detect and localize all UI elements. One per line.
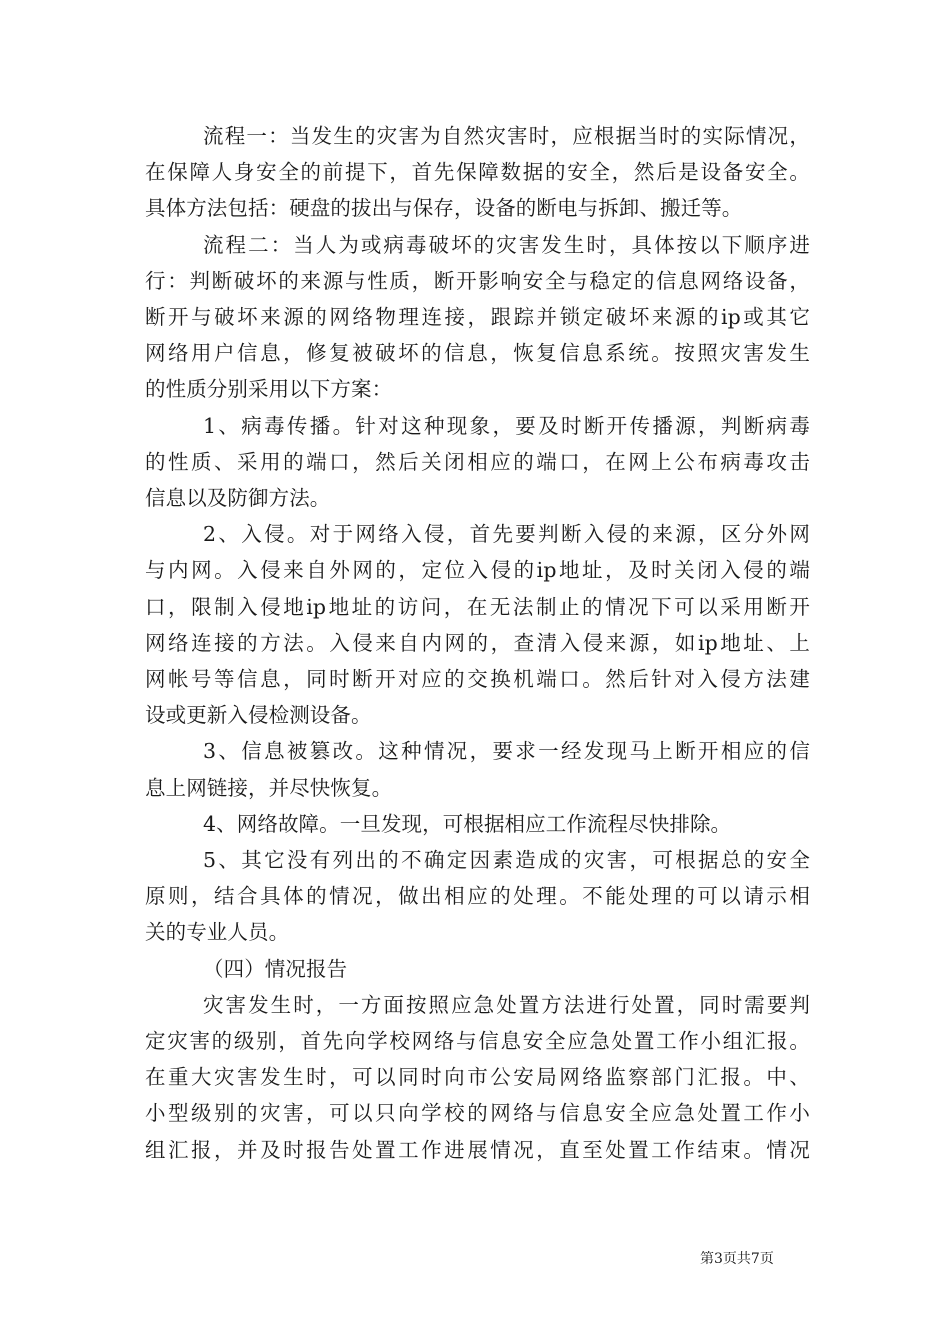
- text-line: 在保障人身安全的前提下，首先保障数据的安全，然后是设备安全。: [145, 160, 810, 185]
- paragraph-process-two: [145, 227, 810, 408]
- text-line: 原则，结合具体的情况，做出相应的处理。不能处理的可以请示相: [145, 884, 810, 909]
- text-line: （四）情况报告: [203, 956, 348, 981]
- text-line: 5、其它没有列出的不确定因素造成的灾害，可根据总的安全: [203, 848, 810, 873]
- text-line: 设或更新入侵检测设备。: [145, 703, 372, 728]
- document-body: [145, 118, 810, 1168]
- text-line: 网帐号等信息，同时断开对应的交换机端口。然后针对入侵方法建: [145, 667, 810, 692]
- paragraph-network-failure: [145, 806, 810, 842]
- text-line: 3、信息被篡改。这种情况，要求一经发现马上断开相应的信: [203, 739, 810, 764]
- text-line: 小型级别的灾害，可以只向学校的网络与信息安全应急处置工作小: [145, 1101, 810, 1126]
- text-line: 定灾害的级别，首先向学校网络与信息安全应急处置工作小组汇报。: [145, 1029, 810, 1054]
- text-line: 的性质分别采用以下方案：: [145, 377, 393, 402]
- text-line: 灾害发生时，一方面按照应急处置方法进行处置，同时需要判: [203, 992, 810, 1017]
- page-number: 第3页共7页: [700, 1251, 774, 1267]
- text-line: 口，限制入侵地ip地址的访问，在无法制止的情况下可以采用断开: [145, 594, 810, 619]
- text-line: 2、入侵。对于网络入侵，首先要判断入侵的来源，区分外网: [203, 522, 810, 547]
- text-line: 的性质、采用的端口，然后关闭相应的端口，在网上公布病毒攻击: [145, 449, 810, 474]
- text-line: 关的专业人员。: [145, 920, 290, 945]
- paragraph-tampering: [145, 733, 810, 805]
- text-line: 网络用户信息，修复被破坏的信息，恢复信息系统。按照灾害发生: [145, 341, 810, 366]
- text-line: 具体方法包括：硬盘的拔出与保存，设备的断电与拆卸、搬迁等。: [145, 196, 743, 221]
- text-line: 与内网。入侵来自外网的，定位入侵的ip地址，及时关闭入侵的端: [145, 558, 810, 583]
- text-line: 断开与破坏来源的网络物理连接，跟踪并锁定破坏来源的ip或其它: [145, 305, 810, 330]
- paragraph-process-one: [145, 118, 810, 227]
- text-line: 行：判断破坏的来源与性质，断开影响安全与稳定的信息网络设备，: [145, 268, 810, 293]
- paragraph-virus-spread: [145, 408, 810, 517]
- text-line: 4、网络故障。一旦发现，可根据相应工作流程尽快排除。: [203, 811, 732, 836]
- text-line: 流程一：当发生的灾害为自然灾害时，应根据当时的实际情况，: [203, 124, 810, 148]
- text-line: 网络连接的方法。入侵来自内网的，查清入侵来源，如ip地址、上: [145, 630, 810, 655]
- text-line: 流程二：当人为或病毒破坏的灾害发生时，具体按以下顺序进: [203, 232, 810, 257]
- text-line: 1、病毒传播。针对这种现象，要及时断开传播源，判断病毒: [203, 413, 810, 438]
- text-line: 息上网链接，并尽快恢复。: [145, 775, 393, 800]
- section-heading-situation-report: [145, 951, 810, 987]
- text-line: 组汇报，并及时报告处置工作进展情况，直至处置工作结束。情况: [145, 1137, 810, 1162]
- paragraph-other-disasters: [145, 842, 810, 951]
- paragraph-intrusion: [145, 516, 810, 733]
- text-line: 在重大灾害发生时，可以同时向市公安局网络监察部门汇报。中、: [145, 1065, 810, 1090]
- paragraph-reporting: [145, 987, 810, 1168]
- text-line: 信息以及防御方法。: [145, 486, 331, 511]
